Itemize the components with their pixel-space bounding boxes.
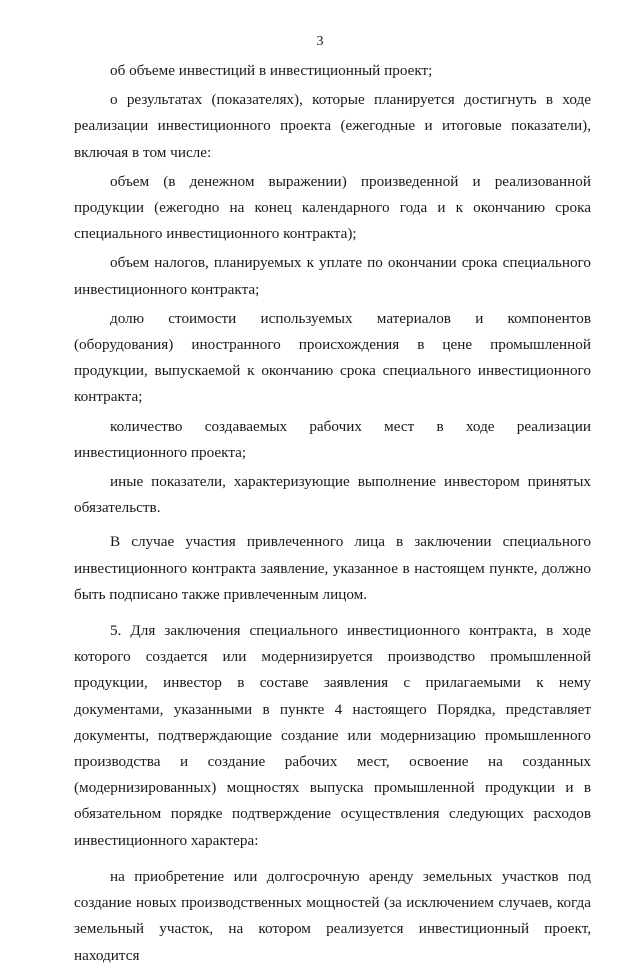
paragraph-taxes: объем налогов, планируемых к уплате по окончании срока специального инвестиционного контракта;	[74, 254, 591, 298]
paragraph-production-volume: объем (в денежном выражении) произведенной и реализованной продукции (ежегодно на конец календарного года и к окончанию срока специального инвестиционного контракта);	[74, 172, 591, 243]
document-body	[74, 58, 591, 969]
paragraph-other-indicators: иные показатели, характеризующие выполнение инвестором принятых обязательств.	[74, 473, 591, 517]
paragraph-land-acquisition: на приобретение или долгосрочную аренду земельных участков под создание новых производственных мощностей (за исключением случаев, когда земельный участок, на котором реализуется инвестиционный проект, находится	[74, 867, 591, 964]
page-number: 3	[316, 34, 324, 49]
paragraph-results: о результатах (показателях), которые планируется достигнуть в ходе реализации инвестиционного проекта (ежегодные и итоговые показатели), включая в том числе:	[74, 91, 591, 161]
paragraph-jobs: количество создаваемых рабочих мест в ходе реализации инвестиционного проекта;	[74, 417, 591, 461]
paragraph-investment-volume: об объеме инвестиций в инвестиционный проект;	[110, 62, 433, 79]
paragraph-foreign-share: долю стоимости используемых материалов и компонентов (оборудования) иностранного происхождения в цене промышленной продукции, выпускаемой к окончанию срока специального инвестиционного контракта;	[74, 309, 591, 406]
paragraph-attracted-party: В случае участия привлеченного лица в заключении специального инвестиционного контракта заявление, указанное в настоящем пункте, должно быть подписано также привлеченным лицом.	[74, 533, 591, 603]
paragraph-item-5: 5. Для заключения специального инвестиционного контракта, в ходе которого создается или модернизируется производство промышленной продукции, инвестор в составе заявления с прилагаемыми к нему документами, указанными в пункте 4 настоящего Порядка, представляет документы, подтверждающие создание или модернизацию промышленного производства и создание рабочих мест, освоение на созданных (модернизированных) мощностях выпуска промышленной продукции и в обязательном порядке подтверждение осуществления следующих расходов инвестиционного характера:	[74, 622, 591, 849]
